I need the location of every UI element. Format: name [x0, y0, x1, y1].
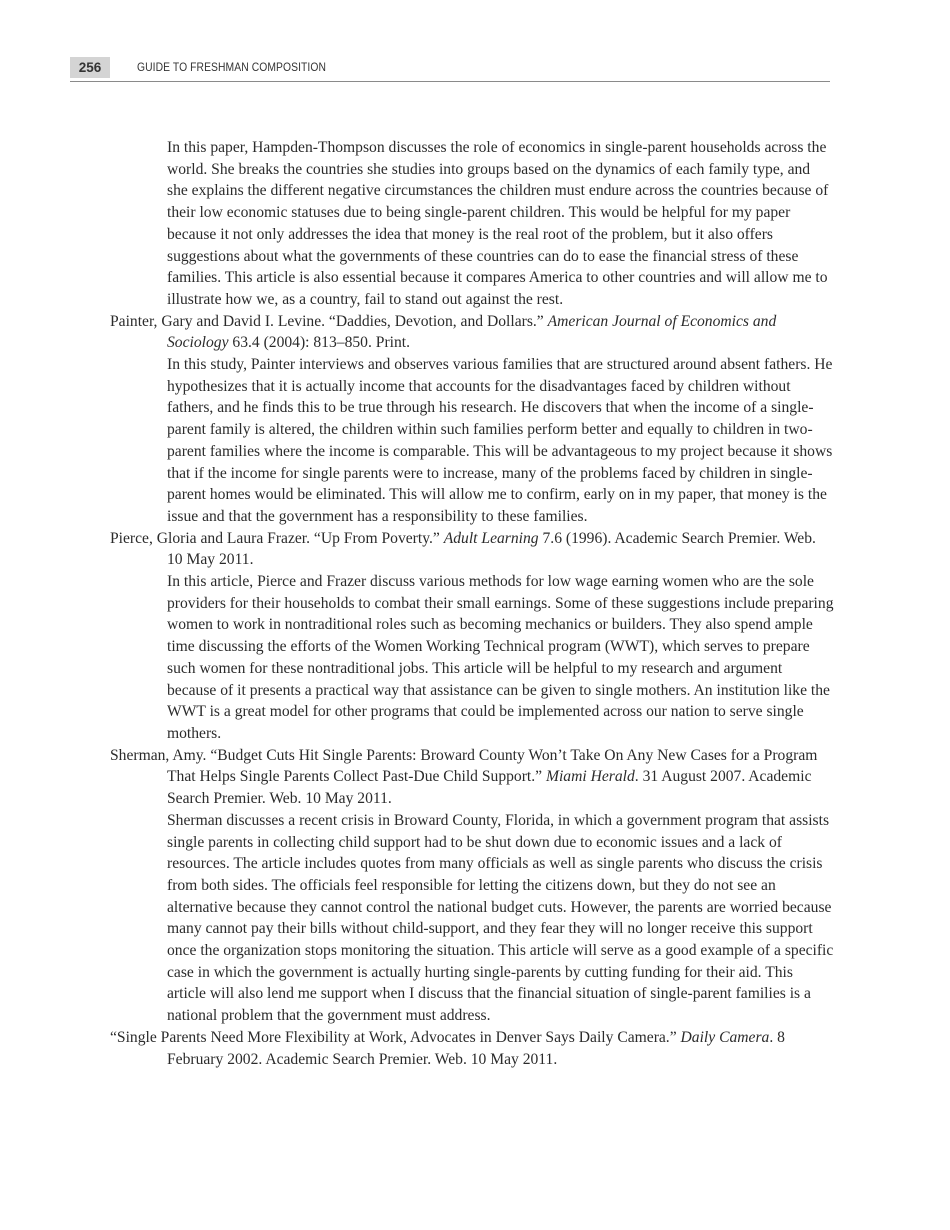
page-header [70, 56, 830, 82]
citation-source: Adult Learning [443, 529, 539, 547]
bibliography-entry [110, 528, 834, 745]
citation [110, 311, 834, 354]
citation-details: . 8 February 2002. Academic Search Premier. Web. 10 May 2011. [167, 1028, 785, 1068]
citation [110, 528, 834, 571]
citation-text: Painter, Gary and David I. Levine. “Daddies, Devotion, and Dollars.” [110, 312, 548, 330]
citation-source: American Journal of Economics and Sociology [167, 312, 777, 352]
annotation: Sherman discusses a recent crisis in Broward County, Florida, in which a government program that assists single parents in collecting child support had to be shut down due to economic issues and a lack of resources. The article includes quotes from many officials as well as single parents who discuss the crisis from both sides. The officials feel responsible for letting the citizens down, but they do not see an alternative because they cannot control the national budget cuts. However, the parents are worried because many cannot pay their bills without child-support, and they fear they will no longer receive this support once the organization stops monitoring the situation. This article will serve as a good example of a specific case in which the government is actually hurting single-parents by cutting funding for their aid. This article will also lend me support when I discuss that the financial situation of single-parent families is a national problem that the government must address. [167, 811, 834, 1025]
citation-details: . 31 August 2007. Academic Search Premier. Web. 10 May 2011. [167, 768, 812, 808]
bibliography-entry [110, 745, 834, 1027]
citation-text: Sherman, Amy. “Budget Cuts Hit Single Parents: Broward County Won’t Take On Any New Cases for a Program That Helps Single Parents Collect Past-Due Child Support.” [110, 746, 818, 786]
bibliography-entry [110, 311, 834, 528]
citation [110, 745, 834, 810]
citation [110, 1027, 834, 1070]
citation-source: Daily Camera [680, 1028, 770, 1046]
bibliography-entry [110, 1027, 834, 1070]
bibliography [110, 137, 834, 1070]
running-head: GUIDE TO FRESHMAN COMPOSITION [137, 60, 327, 74]
citation-source: Miami Herald [545, 768, 635, 786]
annotation: In this article, Pierce and Frazer discuss various methods for low wage earning women who are the sole providers for their households to combat their small earnings. Some of these suggestions include preparing women to work in nontraditional roles such as becoming mechanics or builders. They also spend ample time discussing the efforts of the Women Working Technical program (WWT), which serves to prepare such women for these nontraditional jobs. This article will be helpful to my research and argument because of it presents a practical way that assistance can be given to single mothers. An institution like the WWT is a great model for other programs that could be implemented across our nation to serve single mothers. [167, 573, 834, 742]
page-number: 256 [70, 57, 110, 78]
intro-annotation: In this paper, Hampden-Thompson discusses the role of economics in single-parent households across the world. She breaks the countries she studies into groups based on the dynamics of each family type, and she explains the different negative circumstances the children must endure across the countries because of their low economic statuses due to being single-parent children. This would be helpful for my paper because it not only addresses the idea that money is the real root of the problem, but it also offers suggestions about what the governments of these countries can do to ease the financial stress of these families. This article is also essential because it compares America to other countries and will allow me to illustrate how we, as a country, fail to stand out against the rest. [167, 139, 829, 308]
annotation: In this study, Painter interviews and observes various families that are structured around absent fathers. He hypothesizes that it is actually income that accounts for the disadvantages faced by children without fathers, and he finds this to be true through his research. He discovers that when the income of a single-parent family is altered, the children within such families perform better and equally to children in two-parent families where the income is comparable. This will be advantageous to my project because it shows that if the income for single parents were to increase, many of the problems faced by children in single-parent homes would be eliminated. This will allow me to confirm, early on in my paper, that money is the issue and that the government has a responsibility to these families. [167, 356, 833, 525]
citation-text: Pierce, Gloria and Laura Frazer. “Up From Poverty.” [110, 529, 444, 547]
citation-text: “Single Parents Need More Flexibility at Work, Advocates in Denver Says Daily Camera.” [110, 1028, 681, 1046]
citation-details: 63.4 (2004): 813–850. Print. [228, 334, 410, 352]
citation-details: 7.6 (1996). Academic Search Premier. Web. 10 May 2011. [167, 529, 816, 569]
